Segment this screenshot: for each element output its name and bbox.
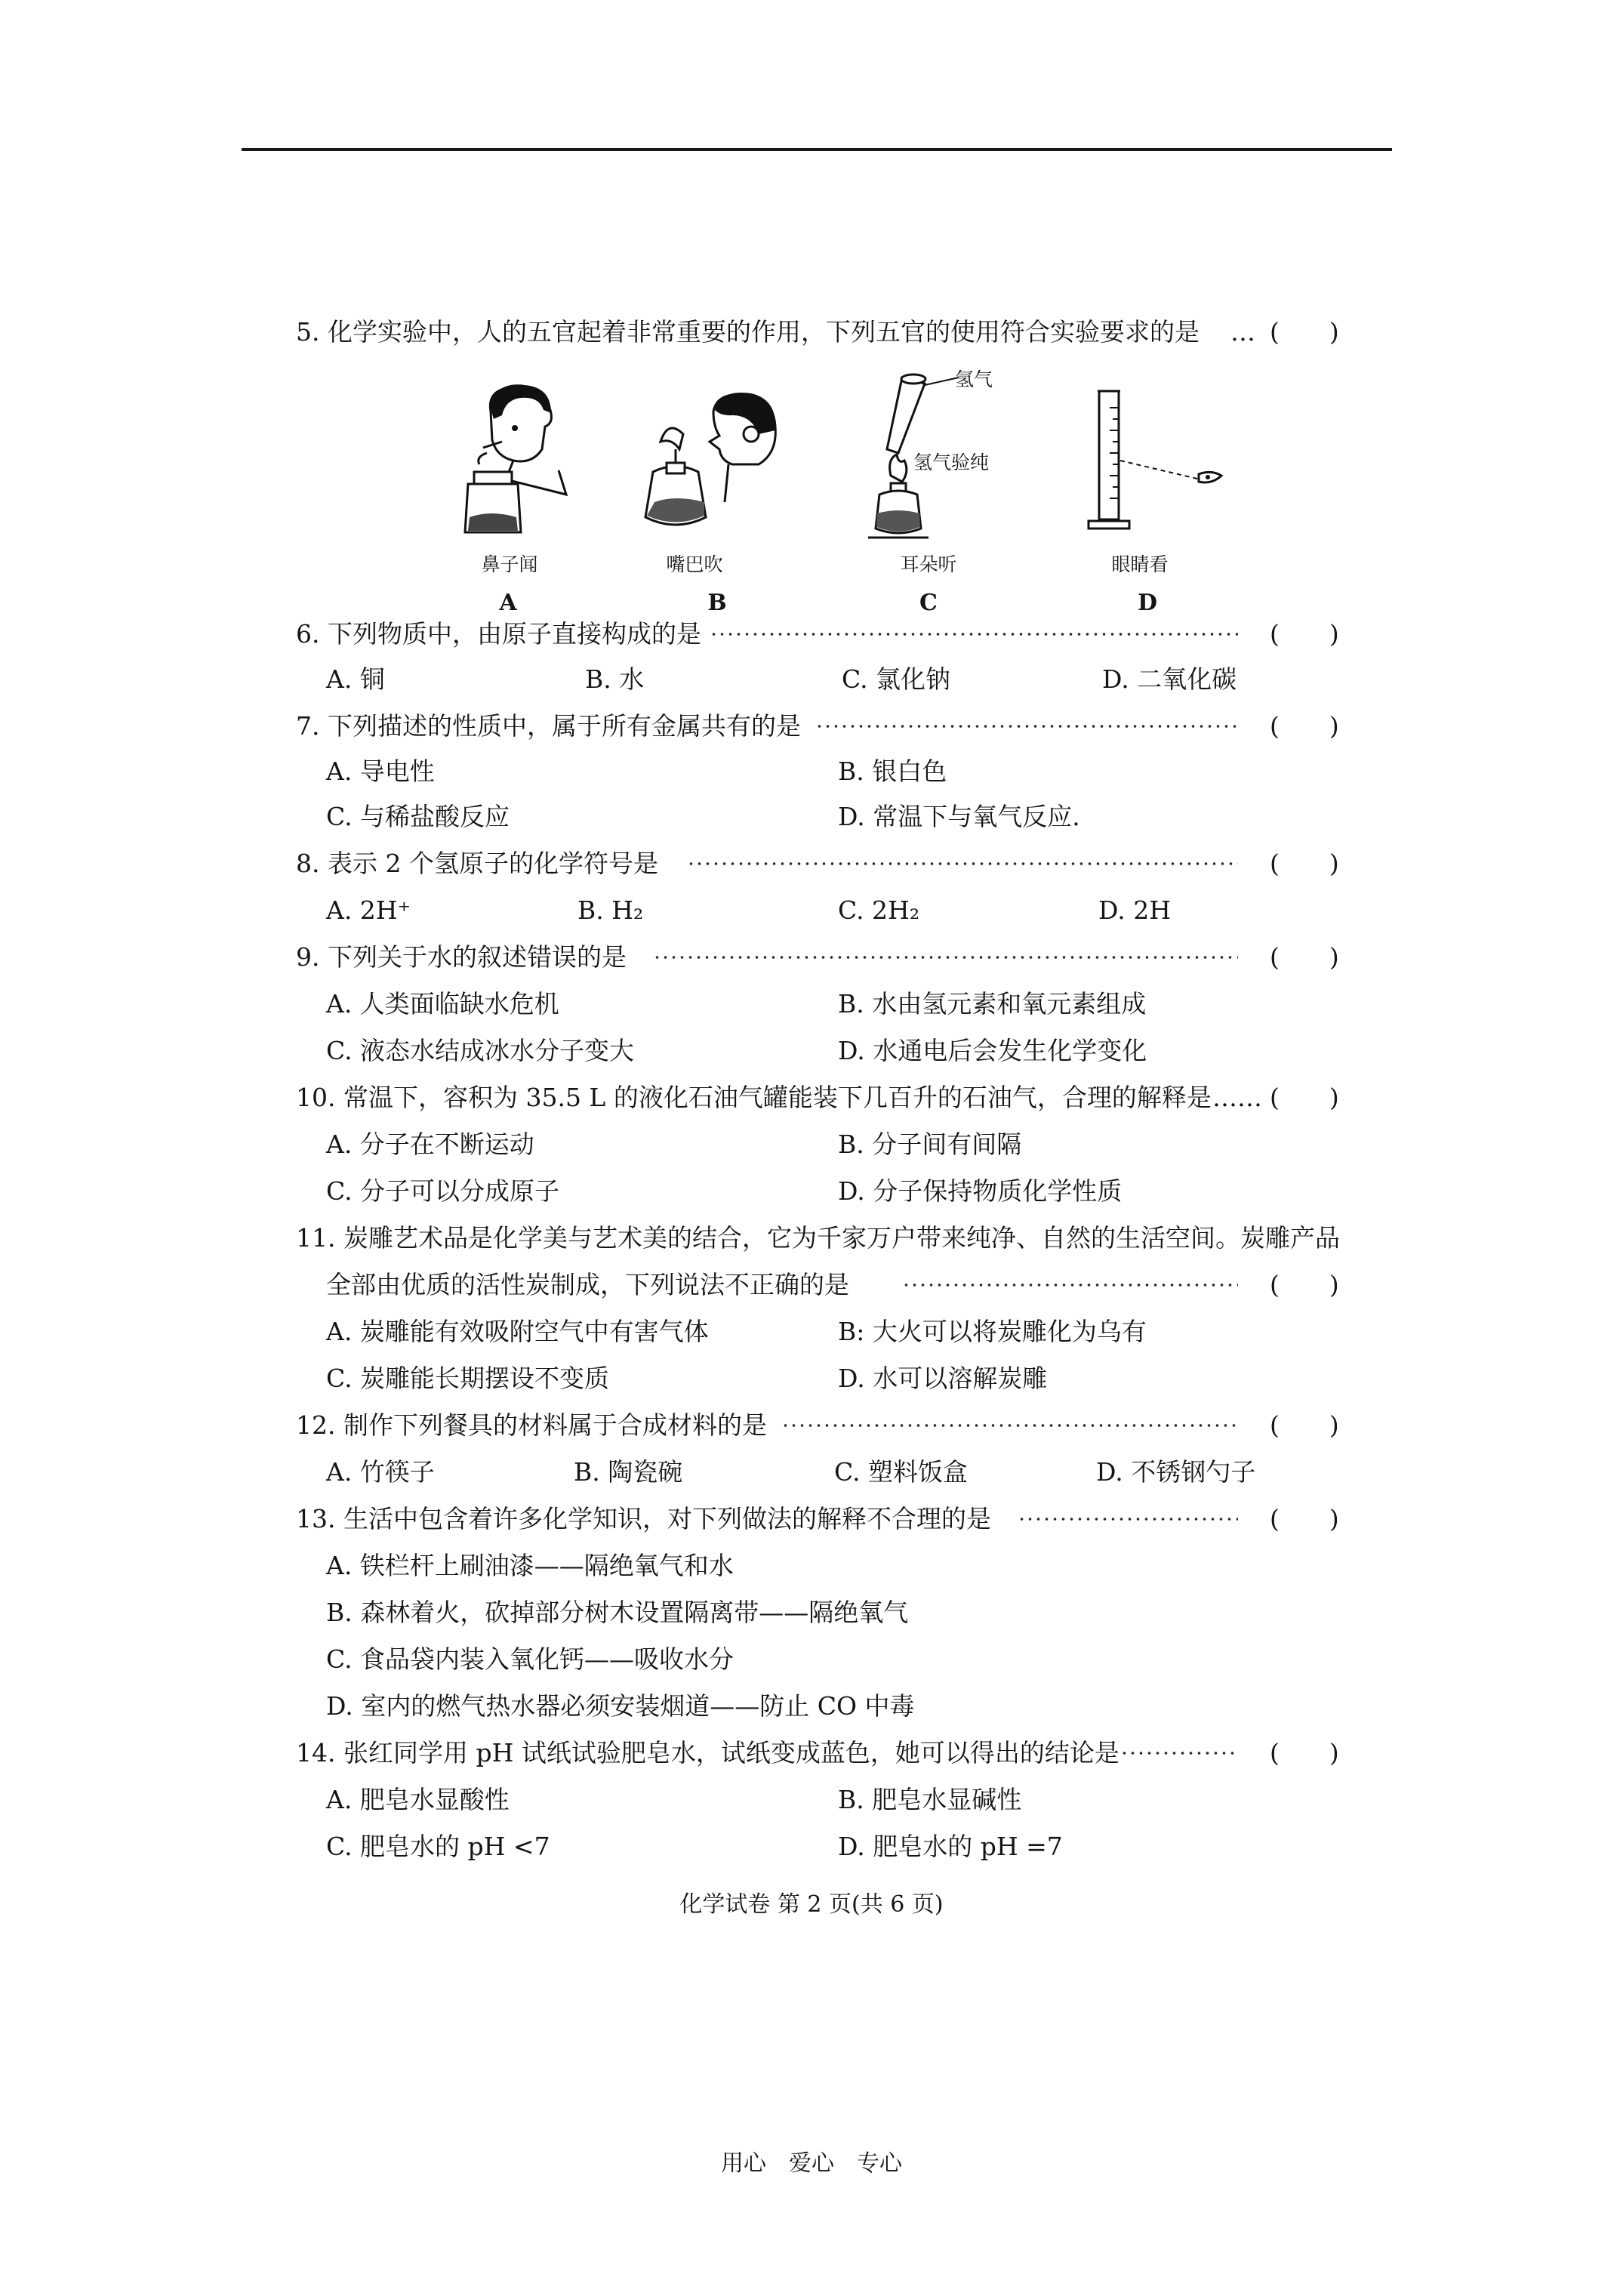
figure-c-letter: C <box>919 590 938 616</box>
page-footer: 化学试卷 第 2 页(共 6 页) <box>679 1891 944 1918</box>
q6-option-b[interactable]: B. 水 <box>585 664 645 694</box>
q10-option-d[interactable]: D. 分子保持物质化学性质 <box>838 1176 1123 1206</box>
q9-leader-dots <box>653 956 1238 959</box>
q5-dots: … <box>1230 317 1255 347</box>
q9-option-a[interactable]: A. 人类面临缺水危机 <box>326 989 559 1019</box>
q8-option-c[interactable]: C. 2H₂ <box>838 895 920 925</box>
q6-option-c[interactable]: C. 氯化钠 <box>842 664 951 694</box>
figure-c-caption: 耳朵听 <box>900 553 957 575</box>
q10-dots: …… <box>1212 1083 1262 1112</box>
q12-stem: 12. 制作下列餐具的材料属于合成材料的是 <box>296 1410 767 1440</box>
q14-option-b[interactable]: B. 肥皂水显碱性 <box>838 1785 1022 1814</box>
q7-answer-paren[interactable]: ( ) <box>1270 711 1339 741</box>
q10-option-a[interactable]: A. 分子在不断运动 <box>326 1130 534 1159</box>
q8-option-a[interactable]: A. 2H⁺ <box>326 895 411 925</box>
q7-stem: 7. 下列描述的性质中，属于所有金属共有的是 <box>296 711 801 741</box>
q13-answer-paren[interactable]: ( ) <box>1270 1504 1339 1533</box>
q11-option-b[interactable]: B: 大火可以将炭雕化为乌有 <box>838 1317 1147 1346</box>
q12-option-c[interactable]: C. 塑料饭盒 <box>834 1457 969 1487</box>
q12-option-b[interactable]: B. 陶瓷碗 <box>574 1457 683 1487</box>
q9-stem: 9. 下列关于水的叙述错误的是 <box>296 942 627 972</box>
q6-option-d[interactable]: D. 二氧化碳 <box>1102 664 1237 694</box>
figure-c-label-purity-test: 氢气验纯 <box>913 451 990 473</box>
q8-stem: 8. 表示 2 个氢原子的化学符号是 <box>296 849 658 878</box>
q8-answer-paren[interactable]: ( ) <box>1270 849 1339 878</box>
q10-option-c[interactable]: C. 分子可以分成原子 <box>326 1176 560 1206</box>
q12-leader-dots <box>781 1424 1238 1427</box>
q14-leader-dots <box>1120 1752 1238 1755</box>
figure-c-label-hydrogen: 氢气 <box>955 368 993 390</box>
q11-leader-dots <box>902 1284 1238 1287</box>
q12-answer-paren[interactable]: ( ) <box>1270 1410 1339 1440</box>
q11-stem-continued: 全部由优质的活性炭制成，下列说法不正确的是 <box>326 1270 849 1299</box>
figure-d-reading-cylinder-illustration <box>1087 385 1230 532</box>
q8-option-d[interactable]: D. 2H <box>1098 895 1172 925</box>
q9-option-d[interactable]: D. 水通电后会发生化学变化 <box>838 1036 1147 1065</box>
q8-leader-dots <box>687 862 1238 865</box>
q10-option-b[interactable]: B. 分子间有间隔 <box>838 1130 1022 1159</box>
q14-option-c[interactable]: C. 肥皂水的 pH <7 <box>326 1832 550 1861</box>
q7-option-c[interactable]: C. 与稀盐酸反应 <box>326 802 510 831</box>
q13-option-a[interactable]: A. 铁栏杆上刷油漆——隔绝氧气和水 <box>326 1551 734 1580</box>
figure-a-letter: A <box>499 590 517 616</box>
q9-option-c[interactable]: C. 液态水结成冰水分子变大 <box>326 1036 635 1065</box>
q11-answer-paren[interactable]: ( ) <box>1270 1270 1339 1299</box>
q11-option-c[interactable]: C. 炭雕能长期摆设不变质 <box>326 1364 610 1393</box>
q5-answer-paren[interactable]: ( ) <box>1270 317 1339 347</box>
figure-b-blowing-illustration <box>638 389 789 536</box>
figure-a-caption: 鼻子闻 <box>481 553 538 575</box>
q7-option-d[interactable]: D. 常温下与氧气反应. <box>838 802 1080 831</box>
q9-option-b[interactable]: B. 水由氢元素和氧元素组成 <box>838 989 1147 1019</box>
q6-option-a[interactable]: A. 铜 <box>326 664 385 694</box>
q13-leader-dots <box>1018 1518 1238 1521</box>
q6-answer-paren[interactable]: ( ) <box>1270 619 1339 649</box>
q10-stem: 10. 常温下，容积为 35.5 L 的液化石油气罐能装下几百升的石油气，合理的解释是 <box>296 1083 1212 1112</box>
q14-stem: 14. 张红同学用 pH 试纸试验肥皂水，试纸变成蓝色，她可以得出的结论是 <box>296 1738 1119 1767</box>
bottom-motto: 用心 爱心 专心 <box>721 2150 902 2177</box>
q12-option-a[interactable]: A. 竹筷子 <box>326 1457 435 1487</box>
q7-option-a[interactable]: A. 导电性 <box>326 757 435 786</box>
q10-answer-paren[interactable]: ( ) <box>1270 1083 1339 1112</box>
q11-stem: 11. 炭雕艺术品是化学美与艺术美的结合，它为千家万户带来纯净、自然的生活空间。炭雕产品 <box>296 1223 1340 1253</box>
q14-answer-paren[interactable]: ( ) <box>1270 1738 1339 1767</box>
figure-a-smelling-illustration <box>460 381 581 540</box>
q13-stem: 13. 生活中包含着许多化学知识，对下列做法的解释不合理的是 <box>296 1504 991 1533</box>
q13-option-c[interactable]: C. 食品袋内装入氧化钙——吸收水分 <box>326 1644 735 1674</box>
q7-leader-dots <box>815 725 1238 728</box>
q5-stem: 5. 化学实验中，人的五官起着非常重要的作用，下列五官的使用符合实验要求的是 <box>296 317 1200 347</box>
header-rule <box>242 148 1392 151</box>
q14-option-a[interactable]: A. 肥皂水显酸性 <box>326 1785 510 1814</box>
figure-b-letter: B <box>707 590 727 616</box>
q12-option-d[interactable]: D. 不锈钢勺子 <box>1096 1457 1256 1487</box>
figure-d-caption: 眼睛看 <box>1111 553 1169 575</box>
q11-option-d[interactable]: D. 水可以溶解炭雕 <box>838 1364 1048 1393</box>
figure-d-letter: D <box>1137 590 1157 616</box>
q6-stem: 6. 下列物质中，由原子直接构成的是 <box>296 619 701 649</box>
q6-leader-dots <box>710 633 1238 636</box>
q14-option-d[interactable]: D. 肥皂水的 pH =7 <box>838 1832 1063 1861</box>
q11-option-a[interactable]: A. 炭雕能有效吸附空气中有害气体 <box>326 1317 709 1346</box>
q13-option-d[interactable]: D. 室内的燃气热水器必须安装烟道——防止 CO 中毒 <box>326 1691 915 1721</box>
figure-b-caption: 嘴巴吹 <box>666 553 723 575</box>
q8-option-b[interactable]: B. H₂ <box>577 895 644 925</box>
q13-option-b[interactable]: B. 森林着火，砍掉部分树木设置隔离带——隔绝氧气 <box>326 1598 909 1627</box>
q7-option-b[interactable]: B. 银白色 <box>838 757 947 786</box>
q9-answer-paren[interactable]: ( ) <box>1270 942 1339 972</box>
